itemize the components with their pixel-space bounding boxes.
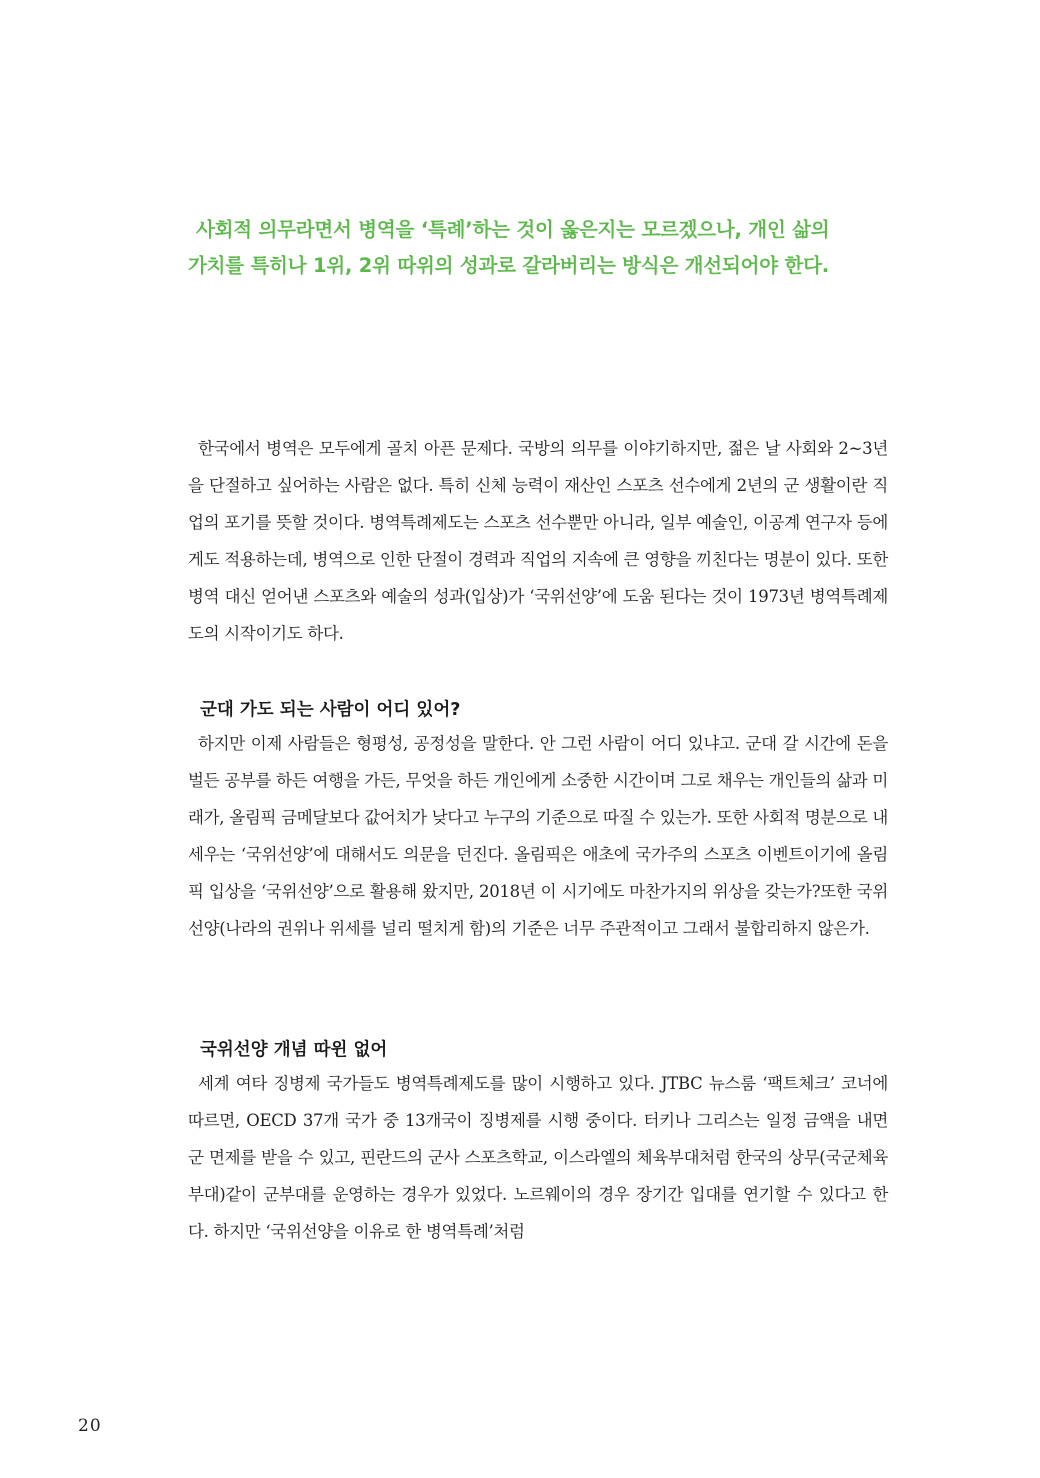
intro-paragraph: 한국에서 병역은 모두에게 골치 아픈 문제다. 국방의 의무를 이야기하지만, 젊은 날 사회와 2~3년을 단절하고 싶어하는 사람은 없다. 특히 신체 능력이 재산인 스포츠 선수에게 2년의 군 생활이란 직업의 포기를 뜻할 것이다. 병역특례제도는 스포츠 선수뿐만 아니라, 일부 예술인, 이공계 연구자 등에게도 적용하는데, 병역으로 인한 단절이 경력과 직업의 지속에 큰 영향을 끼친다는 명분이 있다. 또한 병역 대신 얻어낸 스포츠와 예술의 성과(입상)가 ‘국위선양’에 도움 된다는 것이 1973년 병역특례제도의 시작이기도 하다. <box>188 439 888 643</box>
pull-quote-line-1: 사회적 의무라면서 병역을 ‘특례’하는 것이 옳은지는 모르겠으나, 개인 삶의 <box>196 218 830 241</box>
page-number: 20 <box>78 1416 102 1436</box>
pull-quote-line-2: 가치를 특히나 1위, 2위 따위의 성과로 갈라버리는 방식은 개선되어야 한다. <box>188 254 829 277</box>
section-heading-national-prestige: 국위선양 개념 따윈 없어 <box>200 1040 388 1060</box>
section-intro <box>188 430 888 652</box>
section-heading-fairness: 군대 가도 되는 사람이 어디 있어? <box>200 700 461 720</box>
section-fairness <box>188 695 888 947</box>
pull-quote <box>188 212 888 284</box>
fairness-paragraph: 하지만 이제 사람들은 형평성, 공정성을 말한다. 안 그런 사람이 어디 있냐고. 군대 갈 시간에 돈을 벌든 공부를 하든 여행을 가든, 무엇을 하든 개인에게 소중한 시간이며 그로 채우는 개인들의 삶과 미래가, 올림픽 금메달보다 값어치가 낮다고 누구의 기준으로 따질 수 있는가. 또한 사회적 명분으로 내세우는 ‘국위선양’에 대해서도 의문을 던진다. 올림픽은 애초에 국가주의 스포츠 이벤트이기에 올림픽 입상을 ‘국위선양’으로 활용해 왔지만, 2018년 이 시기에도 마찬가지의 위상을 갖는가?또한 국위선양(나라의 권위나 위세를 널리 떨치게 함)의 기준은 너무 주관적이고 그래서 불합리하지 않은가. <box>188 734 888 938</box>
national-prestige-paragraph: 세계 여타 징병제 국가들도 병역특례제도를 많이 시행하고 있다. JTBC 뉴스룸 ‘팩트체크’ 코너에 따르면, OECD 37개 국가 중 13개국이 징병제를 시행 중이다. 터키나 그리스는 일정 금액을 내면 군 면제를 받을 수 있고, 핀란드의 군사 스포츠학교, 이스라엘의 체육부대처럼 한국의 상무(국군체육부대)같이 군부대를 운영하는 경우가 있었다. 노르웨이의 경우 장기간 입대를 연기할 수 있다고 한다. 하지만 ‘국위선양을 이유로 한 병역특례’처럼 <box>188 1074 888 1241</box>
section-national-prestige <box>188 1035 888 1250</box>
